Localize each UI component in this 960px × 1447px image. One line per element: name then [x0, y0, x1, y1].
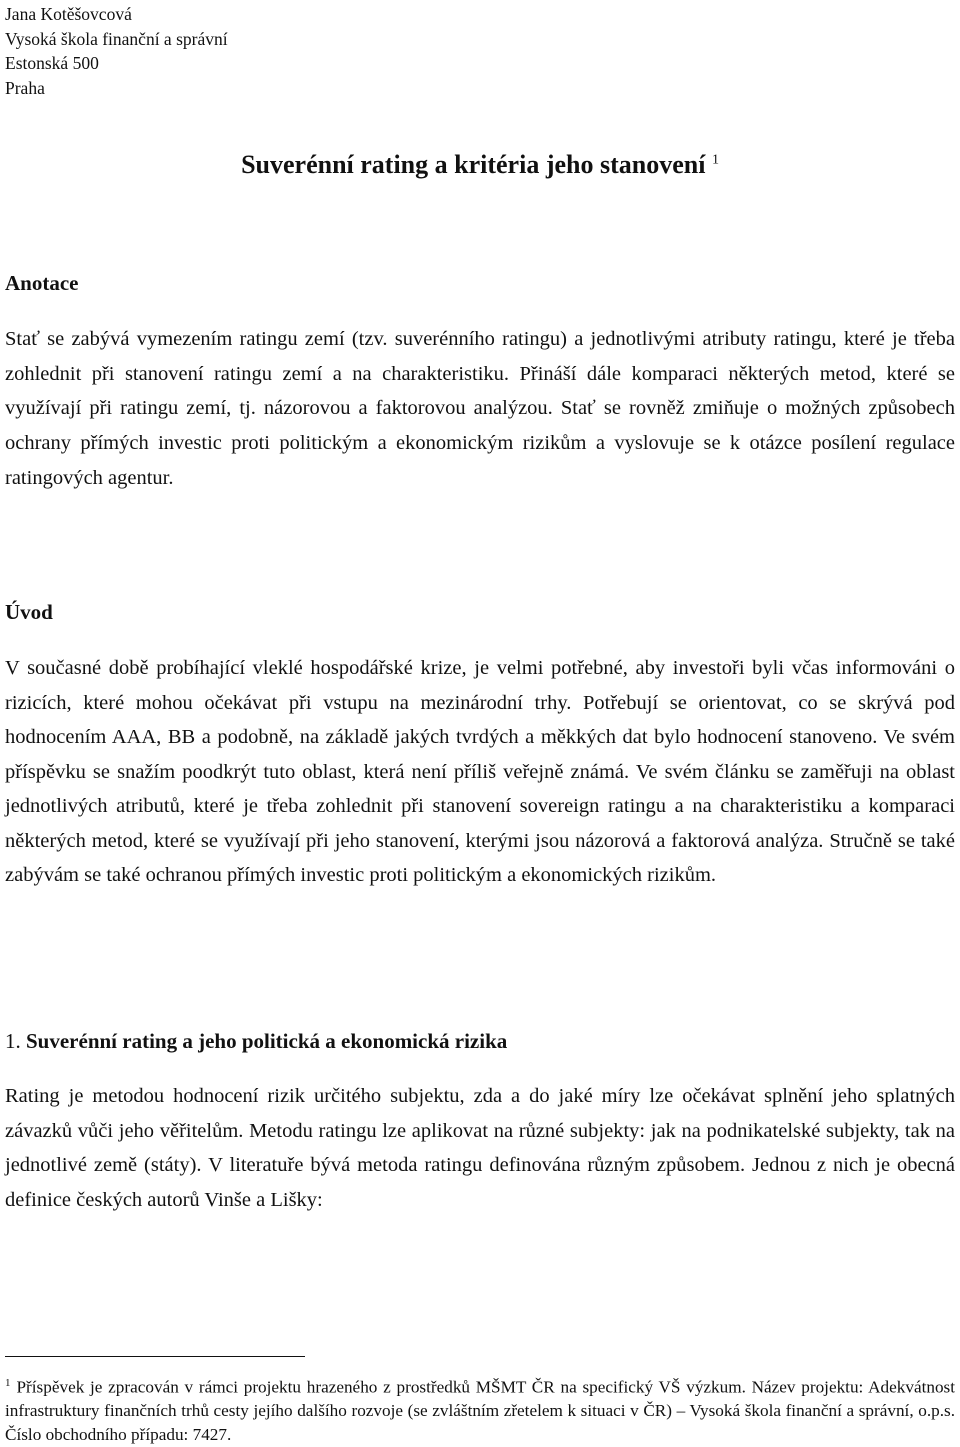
page-title — [0, 150, 960, 180]
section-1-paragraph: Rating je metodou hodnocení rizik určitého subjektu, zda a do jaké míry lze očekávat splnění jeho splatných závazků vůči jeho věřitelům. Metodu ratingu lze aplikovat na různé subjekty: jak na podnikatelské subjekty, tak na jednotlivé země (státy). V literatuře bývá metoda ratingu definována různým způsobem. Jednou z nich je obecná definice českých autorů Vinše a Lišky: — [5, 1085, 955, 1211]
abstract-heading: Anotace — [5, 271, 79, 295]
page-title-text: Suverénní rating a kritéria jeho stanovení — [241, 150, 706, 179]
author-name: Jana Kotěšovcová — [5, 4, 132, 24]
footnote-text: Příspěvek je zpracován v rámci projektu hrazeného z prostředků MŠMT ČR na specifický VŠ výzkum. Název projektu: Adekvátnost infrastruktury finančních trhů cesty jejího dalšího rozvoje (se zvláštním zřetelem k situaci v ČR) – Vysoká škola finanční a správní, o.p.s. Číslo obchodního případu: 7427. — [5, 1377, 955, 1444]
section-1-heading — [5, 1029, 507, 1054]
footnote-mark: 1 — [5, 1377, 11, 1389]
author-street: Estonská 500 — [5, 53, 99, 73]
author-institution: Vysoká škola finanční a správní — [5, 28, 228, 49]
author-block — [5, 2, 228, 100]
author-city: Praha — [5, 77, 45, 98]
section-1-title: Suverénní rating a jeho politická a ekonomická rizika — [26, 1029, 508, 1053]
abstract-paragraph: Stať se zabývá vymezením ratingu zemí (tzv. suverénního ratingu) a jednotlivými atributy ratingu, které je třeba zohlednit při stanovení ratingu zemí a na charakteristiku. Přináší dále komparaci některých metod, které se využívají při ratingu zemí, tj. názorovou a faktorovou analýzou. Stať se rovněž zmiňuje o možných způsobech ochrany přímých investic proti politickým a ekonomickým rizikům a vyslovuje se k otázce posílení regulace ratingových agentur. — [5, 328, 955, 489]
intro-heading: Úvod — [5, 600, 53, 624]
title-footnote-mark[interactable]: 1 — [711, 152, 719, 168]
footnote-divider — [5, 1356, 305, 1357]
footnote — [5, 1372, 955, 1447]
intro-paragraph: V současné době probíhající vleklé hospodářské krize, je velmi potřebné, aby investoři byli včas informováni o rizicích, které mohou očekávat při vstupu na mezinárodní trhy. Potřebují se orientovat, co se skrývá pod hodnocením AAA, BB a podobně, na základě jakých tvrdých a měkkých dat bylo hodnocení stanoveno. Ve svém příspěvku se snažím poodkrýt tuto oblast, která není příliš veřejně známá. Ve svém článku se zaměřuji na oblast jednotlivých atributů, které je třeba zohlednit při stanovení sovereign ratingu a na charakteristiku a komparaci některých metod, které se využívají při jeho stanovení, kterými jsou názorová a faktorová analýza. Stručně se také zabývám se také ochranou přímých investic proti politickým a ekonomických rizikům. — [5, 657, 955, 886]
section-1-number: 1. — [5, 1029, 21, 1053]
